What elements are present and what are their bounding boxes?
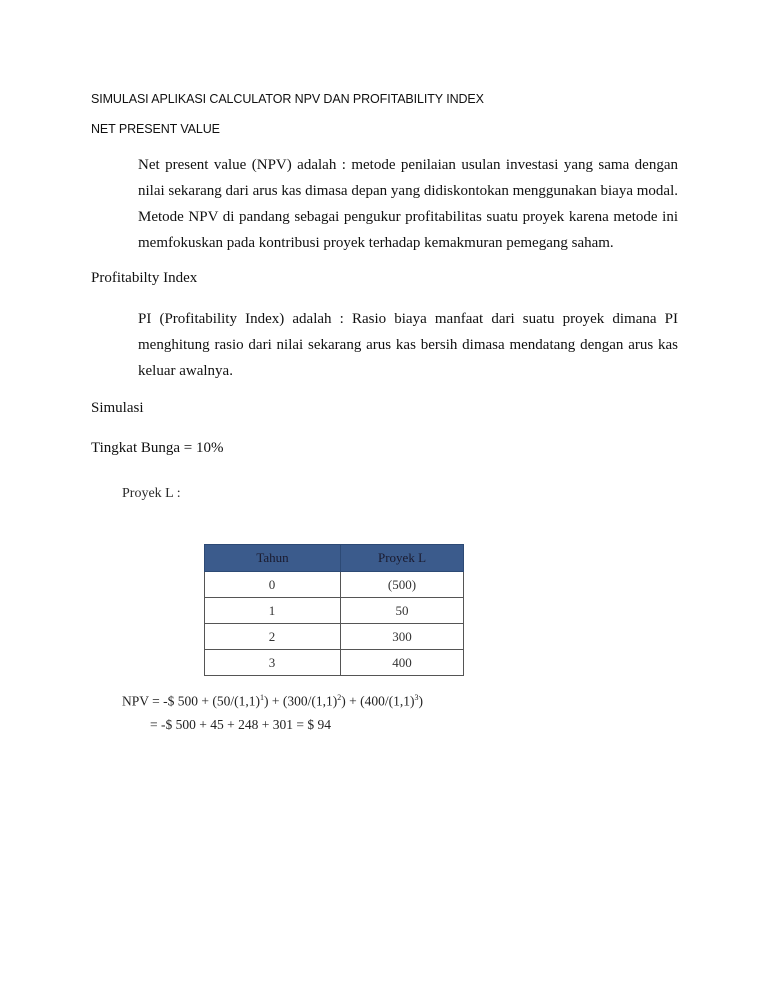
header-year: Tahun — [205, 545, 341, 572]
table-row — [205, 598, 464, 624]
pi-section-heading: Profitabilty Index — [91, 270, 198, 286]
npv-formula — [122, 693, 423, 710]
formula-part: NPV = -$ 500 + (50/(1,1) — [122, 693, 260, 709]
table-row — [205, 650, 464, 676]
interest-rate-label: Tingkat Bunga = 10% — [91, 440, 224, 456]
table-header-row — [205, 545, 464, 572]
formula-part: ) + (400/(1,1) — [341, 693, 415, 709]
year-cell: 0 — [205, 572, 341, 598]
exponent: 1 — [259, 693, 264, 702]
project-figure — [112, 478, 472, 740]
year-cell: 1 — [205, 598, 341, 624]
cash-flow-table — [204, 544, 464, 676]
exponent: 3 — [414, 693, 419, 702]
cash-flow-cell: 300 — [341, 624, 464, 650]
cash-flow-cell: (500) — [341, 572, 464, 598]
year-cell: 2 — [205, 624, 341, 650]
table-row — [205, 624, 464, 650]
npv-section-heading: NET PRESENT VALUE — [91, 122, 220, 136]
document-title: SIMULASI APLIKASI CALCULATOR NPV DAN PROFITABILITY INDEX — [91, 92, 484, 106]
npv-result: = -$ 500 + 45 + 248 + 301 = $ 94 — [150, 717, 331, 732]
project-label: Proyek L : — [122, 486, 181, 501]
year-cell: 3 — [205, 650, 341, 676]
formula-part: ) — [418, 693, 423, 709]
npv-definition-paragraph: Net present value (NPV) adalah : metode penilaian usulan investasi yang sama dengan nilai sekarang dari arus kas dimasa depan yang didiskontokan menggunakan biaya modal. Metode NPV di pandang sebagai pengukur profitabilitas suatu proyek karena metode ini memfokuskan pada kontribusi proyek terhadap kemakmuran pemegang saham. — [138, 157, 678, 251]
pi-definition-paragraph: PI (Profitability Index) adalah : Rasio biaya manfaat dari suatu proyek dimana PI menghitung rasio dari nilai sekarang arus kas bersih dimasa mendatang dengan arus kas keluar awalnya. — [138, 311, 678, 379]
header-project: Proyek L — [341, 545, 464, 572]
simulation-heading: Simulasi — [91, 400, 144, 416]
cash-flow-cell: 400 — [341, 650, 464, 676]
table-row — [205, 572, 464, 598]
formula-part: ) + (300/(1,1) — [263, 693, 338, 709]
exponent: 2 — [337, 693, 342, 702]
cash-flow-cell: 50 — [341, 598, 464, 624]
